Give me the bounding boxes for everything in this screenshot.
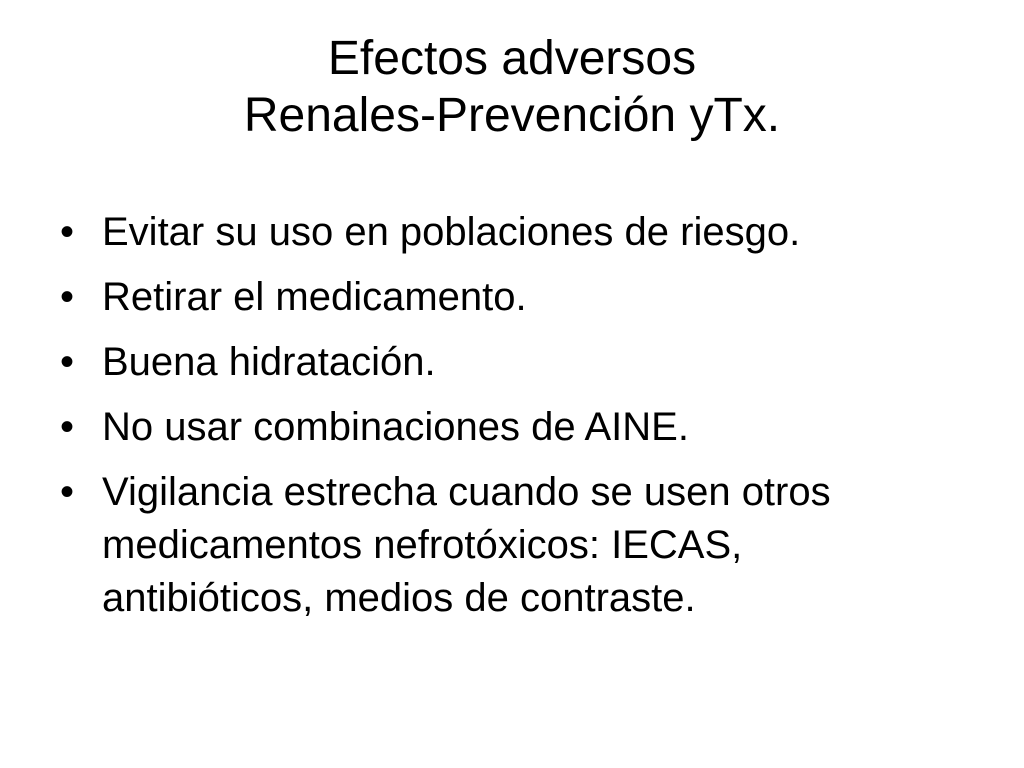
bullet-dot-icon: • — [60, 470, 75, 514]
title-line-1: Efectos adversos — [327, 32, 697, 85]
bullet-item — [56, 271, 956, 324]
bullet-item — [56, 401, 956, 454]
bullet-text: Buena hidratación. — [102, 340, 436, 384]
bullet-text: Evitar su uso en poblaciones de riesgo. — [102, 210, 801, 254]
bullet-item — [56, 336, 956, 389]
bullet-item — [56, 206, 956, 259]
bullet-text: Vigilancia estrecha cuando se usen otros medicamentos nefrotóxicos: IECAS, antibióticos, medios de contraste. — [102, 470, 831, 620]
bullet-item — [56, 466, 956, 625]
title-line-2: Renales-Prevención yTx. — [243, 89, 781, 142]
bullet-dot-icon: • — [60, 405, 75, 449]
slide-title — [0, 30, 1024, 144]
bullet-dot-icon: • — [60, 210, 75, 254]
bullet-list — [56, 206, 956, 637]
bullet-dot-icon: • — [60, 275, 75, 319]
bullet-text: Retirar el medicamento. — [102, 275, 527, 319]
bullet-dot-icon: • — [60, 340, 75, 384]
bullet-text: No usar combinaciones de AINE. — [102, 405, 689, 449]
